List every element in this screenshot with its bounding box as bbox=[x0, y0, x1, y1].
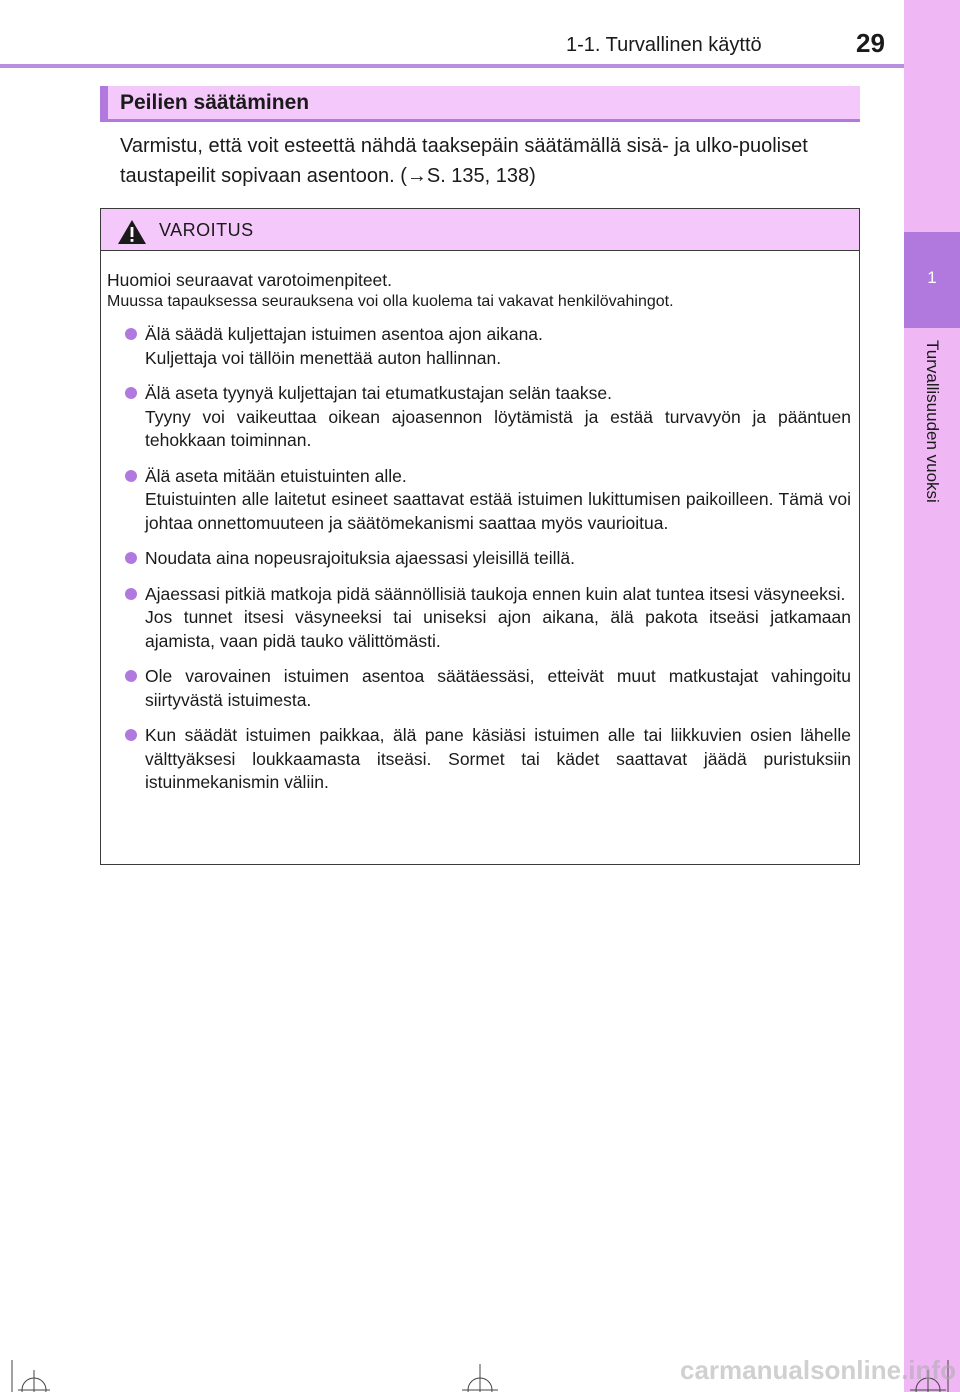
bullet-icon bbox=[125, 552, 137, 564]
chapter-number: 1 bbox=[927, 268, 937, 287]
list-item bbox=[107, 323, 851, 370]
warning-box bbox=[100, 208, 860, 865]
warning-list bbox=[107, 323, 851, 795]
section-heading-bar bbox=[100, 86, 860, 122]
item-line: Älä aseta mitään etuistuinten alle. bbox=[145, 465, 407, 486]
section-heading: Peilien säätäminen bbox=[120, 91, 310, 114]
chapter-side-tab bbox=[904, 0, 960, 1392]
item-line: Kuljettaja voi tällöin menettää auton hallinnan. bbox=[145, 347, 502, 368]
header-rule bbox=[0, 64, 904, 68]
bullet-icon bbox=[125, 470, 137, 482]
bullet-icon bbox=[125, 387, 137, 399]
item-line: Älä säädä kuljettajan istuimen asentoa ajon aikana. bbox=[145, 324, 543, 344]
bullet-icon bbox=[125, 729, 137, 741]
item-line: Ajaessasi pitkiä matkoja pidä säännöllisiä taukoja ennen kuin alat tuntea itsesi väsyneeksi. bbox=[145, 583, 846, 604]
item-line: Ole varovainen istuimen asentoa säätäessäsi, etteivät muut matkustajat vahingoitu siirtyvästä istuimesta. bbox=[145, 666, 851, 710]
item-line: Noudata aina nopeusrajoituksia ajaessasi yleisillä teillä. bbox=[145, 548, 575, 568]
list-item bbox=[107, 665, 851, 712]
list-item bbox=[107, 547, 851, 571]
item-line: Kun säädät istuimen paikkaa, älä pane käsiäsi istuimen alle tai liikkuvien osien lähelle välttyäksesi loukkaamasta itseäsi. Sormet tai kädet saattavat jäädä puristuksiin istuinmekanismin väliin. bbox=[145, 725, 851, 792]
chapter-title: Turvallisuuden vuoksi bbox=[923, 340, 942, 503]
bullet-icon bbox=[125, 328, 137, 340]
crop-mark-left bbox=[10, 1360, 54, 1392]
list-item bbox=[107, 724, 851, 795]
page-number: 29 bbox=[856, 28, 885, 58]
warning-consequence: Muussa tapauksessa seurauksena voi olla kuolema tai vakavat henkilövahingot. bbox=[107, 293, 674, 310]
item-line: Etuistuinten alle laitetut esineet saattavat estää istuimen lukittumisen paikoilleen. Tämä voi johtaa onnettomuuteen ja säätömekanismi saattaa myös vaurioitua. bbox=[145, 489, 851, 533]
warning-title: VAROITUS bbox=[159, 220, 254, 240]
item-line: Tyyny voi vaikeuttaa oikean ajoasennon löytämistä ja estää turvavyön ja pääntuen tehokkaan toiminnan. bbox=[145, 406, 851, 450]
watermark: carmanualsonline.info bbox=[680, 1355, 956, 1385]
warning-header bbox=[101, 209, 859, 251]
warning-body bbox=[107, 269, 851, 807]
list-item bbox=[107, 465, 851, 536]
warning-triangle-icon bbox=[117, 219, 147, 245]
intro-paragraph: Varmistu, että voit esteettä nähdä taaksepäin säätämällä sisä- ja ulko-puoliset taustapeilit sopivaan asentoon. (→S. 135, 138) bbox=[120, 135, 808, 187]
item-line: Älä aseta tyynyä kuljettajan tai etumatkustajan selän taakse. bbox=[145, 383, 612, 403]
list-item bbox=[107, 382, 851, 453]
running-header: 1-1. Turvallinen käyttö bbox=[566, 34, 762, 56]
bullet-icon bbox=[125, 588, 137, 600]
warning-lead: Huomioi seuraavat varotoimenpiteet. bbox=[107, 270, 393, 290]
crop-mark-center bbox=[458, 1360, 502, 1392]
bullet-icon bbox=[125, 670, 137, 682]
list-item bbox=[107, 583, 851, 654]
item-line: Jos tunnet itsesi väsyneeksi tai uniseksi ajon aikana, älä pakota itseäsi jatkamaan ajamista, vaan pidä tauko välittömästi. bbox=[145, 607, 851, 651]
